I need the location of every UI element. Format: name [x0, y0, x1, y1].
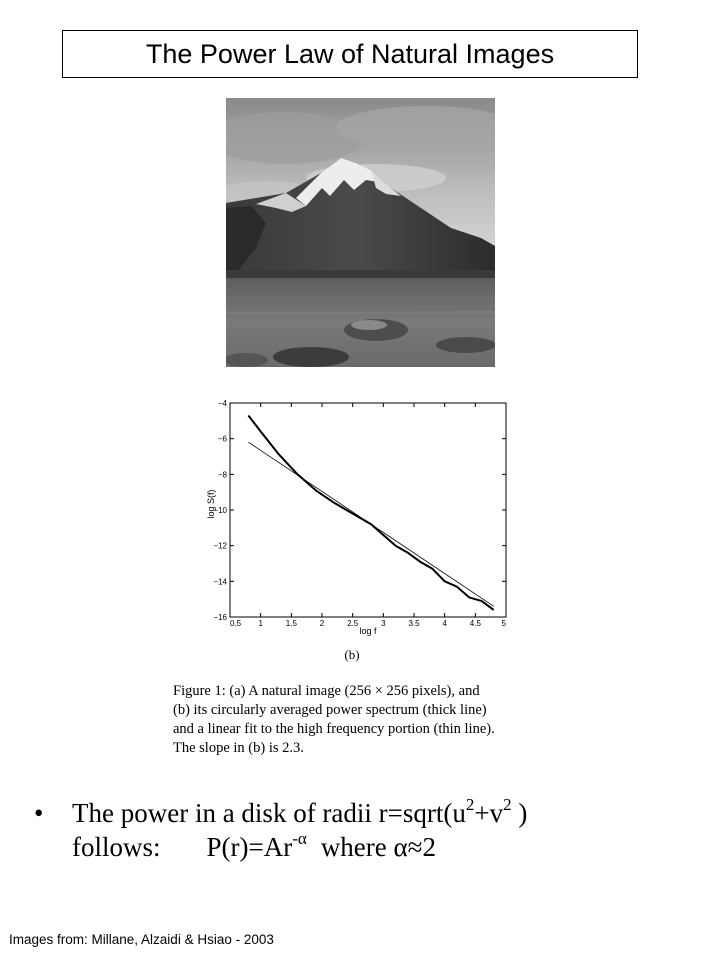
y-tick-label: −10 — [213, 506, 227, 515]
x-tick-label: 3.5 — [408, 619, 420, 628]
caption-line-2: (b) its circularly averaged power spectrum (thick line) — [173, 702, 487, 718]
bullet-text-1c: ) — [511, 798, 528, 828]
x-tick-label: 4 — [442, 619, 447, 628]
y-tick-label: −4 — [217, 399, 227, 408]
bullet-sup-3: -α — [292, 829, 307, 848]
x-tick-label: 2 — [319, 619, 325, 628]
x-tick-label: 5 — [501, 619, 506, 628]
y-tick-label: −12 — [213, 541, 227, 551]
y-tick-label: −14 — [213, 577, 227, 587]
panel-label: (b) — [344, 647, 360, 662]
bullet-formula: P(r)=Ar — [206, 832, 293, 862]
x-tick-label: 0.5 — [230, 619, 242, 628]
plot-frame — [230, 403, 506, 617]
x-axis-label: log f — [359, 626, 377, 636]
slide-title — [62, 30, 638, 78]
x-tick-label: 1.5 — [285, 619, 297, 628]
mountain-photo — [226, 98, 495, 367]
bullet-sup-1: 2 — [465, 795, 475, 814]
x-tick-label: 3 — [381, 619, 386, 628]
x-tick-label: 2.5 — [347, 619, 359, 628]
y-tick-label: −6 — [217, 434, 227, 444]
bullet-marker: • — [34, 798, 44, 828]
bullet-line-1 — [72, 796, 527, 830]
bullet-sup-2: 2 — [503, 795, 512, 814]
caption-line-4: The slope in (b) is 2.3. — [173, 740, 304, 756]
y-axis-label: log S(f) — [206, 489, 216, 519]
bullet-text-2c: where α≈2 — [320, 832, 436, 862]
bullet-line-2 — [72, 830, 436, 864]
bullet-text-2a: follows: — [72, 832, 161, 862]
power-spectrum-line — [248, 416, 493, 610]
x-tick-label: 1 — [258, 619, 263, 628]
x-tick-label: 4.5 — [469, 619, 481, 628]
caption-line-1: Figure 1: (a) A natural image (256 × 256 pixels), and — [173, 683, 480, 699]
bullet-text-1a: The power in a disk of radii r=sqrt(u — [72, 798, 466, 828]
figure-caption — [173, 682, 563, 758]
y-tick-label: −8 — [217, 470, 227, 480]
y-tick-label: −16 — [213, 613, 227, 622]
slide-title-text: The Power Law of Natural Images — [145, 38, 555, 69]
power-spectrum-chart — [198, 392, 518, 662]
caption-line-3: and a linear fit to the high frequency portion (thin line). — [173, 721, 495, 737]
source-credit: Images from: Millane, Alzaidi & Hsiao - 2003 — [9, 932, 274, 947]
bullet-text-1b: +v — [474, 798, 504, 828]
linear-fit-line — [248, 442, 493, 606]
